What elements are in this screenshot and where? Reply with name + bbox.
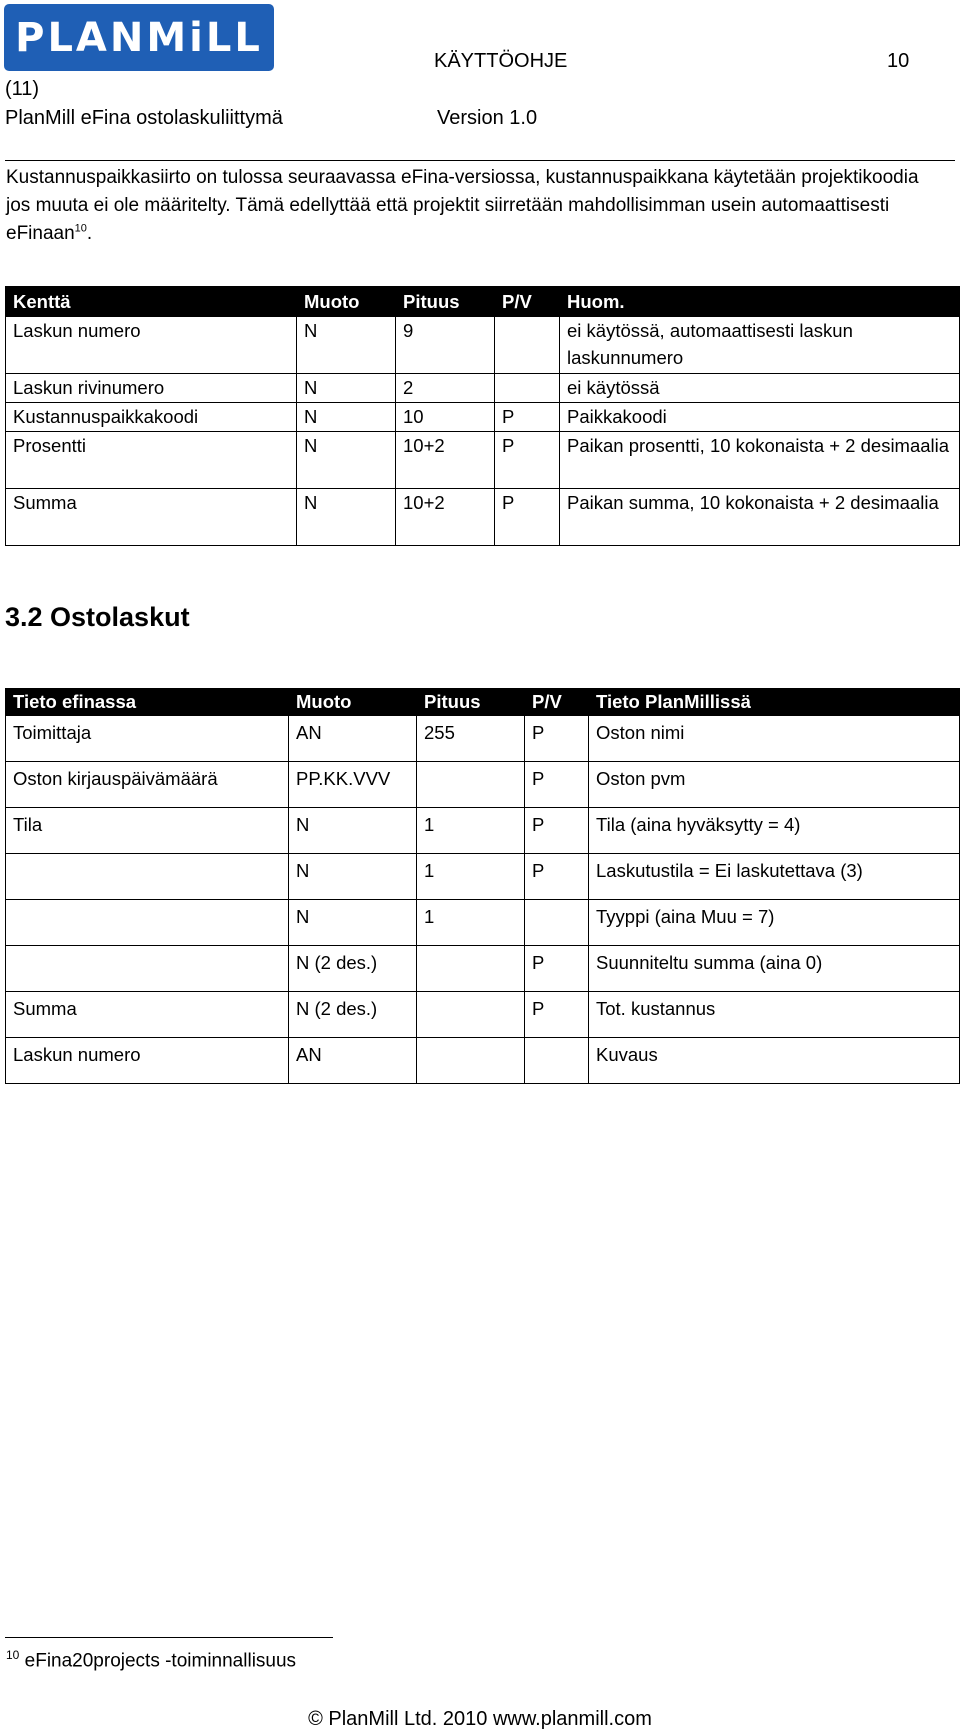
footnote-ref: 10 [74, 222, 87, 235]
table-cell: P [495, 432, 560, 489]
table-cell: P [525, 762, 589, 808]
table-cell: N [289, 900, 417, 946]
table-cell: Paikkakoodi [560, 403, 960, 432]
table-cell: ei käytössä [560, 374, 960, 403]
table-cell: Tyyppi (aina Muu = 7) [589, 900, 960, 946]
table-cell: N [289, 854, 417, 900]
header-cell: Muoto [297, 287, 396, 317]
table-cell [6, 946, 289, 992]
table-cell [417, 762, 525, 808]
table-cell: Kuvaus [589, 1038, 960, 1084]
table-cell [495, 317, 560, 374]
table-cell: Summa [6, 489, 297, 546]
table-cell: Oston nimi [589, 716, 960, 762]
table-cell: N [297, 489, 396, 546]
table-cell: Summa [6, 992, 289, 1038]
table-row [6, 403, 960, 432]
header-cell: P/V [495, 287, 560, 317]
header-cell: Tieto PlanMillissä [589, 689, 960, 716]
header-divider [5, 160, 955, 161]
doc-version: Version 1.0 [437, 107, 538, 129]
table-row [6, 992, 960, 1038]
table-cell: P [495, 403, 560, 432]
logo-text: PLANMiLL [15, 14, 263, 61]
table-cell: PP.KK.VVV [289, 762, 417, 808]
table-cell: 10+2 [396, 489, 495, 546]
table-cell: Paikan summa, 10 kokonaista + 2 desimaalia [560, 489, 960, 546]
header-cell: P/V [525, 689, 589, 716]
footnote-text: eFina20projects -toiminnallisuus [24, 1650, 297, 1672]
table-cell: Laskun numero [6, 317, 297, 374]
table-cell: Tila (aina hyväksytty = 4) [589, 808, 960, 854]
intro-text: Kustannuspaikkasiirto on tulossa seuraavassa eFina-versiossa, kustannuspaikkana käytetään projektikoodia jos muuta ei ole määritelty. Tämä edellyttää että projektit siirretään mahdollisimman usein automaattisesti eFinaan [6, 167, 919, 244]
table-cell: N [297, 317, 396, 374]
table-cell [6, 854, 289, 900]
header-cell: Kenttä [6, 287, 297, 317]
table-row [6, 489, 960, 546]
table-cell: AN [289, 716, 417, 762]
table-header-row [6, 689, 960, 716]
footnote-number: 10 [6, 1648, 20, 1662]
page-number: 10 [887, 50, 910, 72]
table-cell [417, 946, 525, 992]
footnote [6, 1648, 296, 1672]
table-cell: N [297, 432, 396, 489]
table-row [6, 432, 960, 489]
table-cell: P [495, 489, 560, 546]
table-cell: ei käytössä, automaattisesti laskun laskunnumero [560, 317, 960, 374]
header-cell: Pituus [417, 689, 525, 716]
table-cell: Prosentti [6, 432, 297, 489]
table-cell: Laskutustila = Ei laskutettava (3) [589, 854, 960, 900]
table-cell: Kustannuspaikkakoodi [6, 403, 297, 432]
table-cell: Laskun rivinumero [6, 374, 297, 403]
page-footer: © PlanMill Ltd. 2010 www.planmill.com [308, 1708, 652, 1730]
table-cell: 9 [396, 317, 495, 374]
table-cell: 1 [417, 900, 525, 946]
section-heading: 3.2 Ostolaskut [5, 602, 190, 632]
table-cell [417, 992, 525, 1038]
table-cell: 2 [396, 374, 495, 403]
table-cell: 1 [417, 808, 525, 854]
table-row [6, 716, 960, 762]
table-row [6, 946, 960, 992]
table-cell: 10+2 [396, 432, 495, 489]
table-row [6, 317, 960, 374]
fields-table [5, 286, 960, 546]
table-cell: N [289, 808, 417, 854]
table-cell: 10 [396, 403, 495, 432]
table-row [6, 374, 960, 403]
table-cell: N (2 des.) [289, 992, 417, 1038]
intro-end: . [86, 223, 93, 244]
table-cell: AN [289, 1038, 417, 1084]
table-cell: N [297, 403, 396, 432]
table-cell: Toimittaja [6, 716, 289, 762]
table-cell: N [297, 374, 396, 403]
doc-title: PlanMill eFina ostolaskuliittymä [5, 107, 283, 129]
table-cell: 1 [417, 854, 525, 900]
table-cell: Oston kirjauspäivämäärä [6, 762, 289, 808]
table-cell: Suunniteltu summa (aina 0) [589, 946, 960, 992]
table-cell [6, 900, 289, 946]
table-cell: P [525, 946, 589, 992]
table-header-row [6, 287, 960, 317]
table-row [6, 854, 960, 900]
planmill-logo [4, 4, 274, 71]
table-cell [525, 1038, 589, 1084]
footnote-divider [5, 1637, 333, 1638]
doc-type: KÄYTTÖOHJE [434, 50, 568, 72]
table-cell [525, 900, 589, 946]
table-cell: P [525, 854, 589, 900]
table-cell: Laskun numero [6, 1038, 289, 1084]
table-cell [417, 1038, 525, 1084]
table-row [6, 1038, 960, 1084]
table-cell [495, 374, 560, 403]
header-cell: Pituus [396, 287, 495, 317]
header-cell: Tieto efinassa [6, 689, 289, 716]
purchase-invoices-table [5, 688, 960, 1084]
page-total: (11) [5, 78, 40, 100]
table-cell: N (2 des.) [289, 946, 417, 992]
table-cell: P [525, 808, 589, 854]
header-cell: Huom. [560, 287, 960, 317]
table-row [6, 900, 960, 946]
header-cell: Muoto [289, 689, 417, 716]
table-cell: 255 [417, 716, 525, 762]
table-cell: Tot. kustannus [589, 992, 960, 1038]
table-row [6, 808, 960, 854]
table-cell: Tila [6, 808, 289, 854]
table-cell: Paikan prosentti, 10 kokonaista + 2 desimaalia [560, 432, 960, 489]
table-cell: Oston pvm [589, 762, 960, 808]
table-row [6, 762, 960, 808]
table-cell: P [525, 992, 589, 1038]
intro-paragraph [6, 164, 946, 248]
table-cell: P [525, 716, 589, 762]
